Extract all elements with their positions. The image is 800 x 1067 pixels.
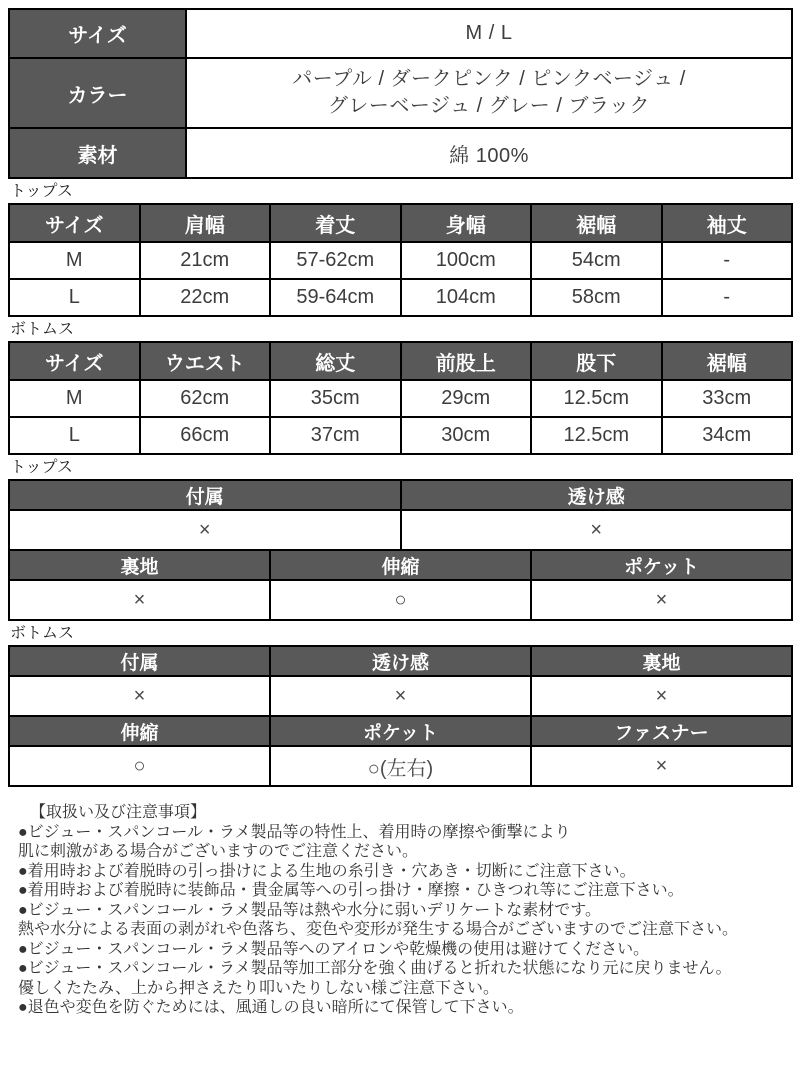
size-cell: 100cm <box>401 242 532 279</box>
size-cell: 62cm <box>140 380 271 417</box>
feature-header: 伸縮 <box>9 716 270 746</box>
table-header-row <box>9 480 792 510</box>
info-label-size: サイズ <box>9 9 186 58</box>
size-cell: 12.5cm <box>531 380 662 417</box>
size-cell: 37cm <box>270 417 401 454</box>
feature-value: × <box>270 676 531 716</box>
feature-header: ポケット <box>270 716 531 746</box>
size-cell: 66cm <box>140 417 271 454</box>
size-cell: 30cm <box>401 417 532 454</box>
size-cell: 35cm <box>270 380 401 417</box>
table-header-row <box>9 342 792 380</box>
size-cell: - <box>662 242 793 279</box>
size-cell: 59-64cm <box>270 279 401 316</box>
size-cell: - <box>662 279 793 316</box>
table-header-row <box>9 550 792 580</box>
info-value-color <box>186 58 792 128</box>
size-cell: 104cm <box>401 279 532 316</box>
size-cell: L <box>9 417 140 454</box>
table-row <box>9 380 792 417</box>
tops-feature-table <box>8 479 793 621</box>
size-cell: M <box>9 242 140 279</box>
feature-header: ポケット <box>531 550 792 580</box>
column-header: 裾幅 <box>531 204 662 242</box>
size-cell: M <box>9 380 140 417</box>
feature-header: 付属 <box>9 480 401 510</box>
size-cell: 29cm <box>401 380 532 417</box>
note-line: ●ビジュー・スパンコール・ラメ製品等加工部分を強く曲げると折れた状態になり元に戻りません。 <box>18 960 732 977</box>
feature-header: 伸縮 <box>270 550 531 580</box>
column-header: 着丈 <box>270 204 401 242</box>
section-label-tops-features: トップス <box>10 459 73 476</box>
info-value-material: 綿 100% <box>186 128 792 178</box>
table-row <box>9 128 792 178</box>
table-header-row <box>9 646 792 676</box>
size-cell: 54cm <box>531 242 662 279</box>
feature-value: × <box>401 510 793 550</box>
handling-notes <box>8 803 793 1018</box>
size-cell: 57-62cm <box>270 242 401 279</box>
feature-value: ○ <box>9 746 270 786</box>
info-label-color: カラー <box>9 58 186 128</box>
note-line: 肌に刺激がある場合がございますのでご注意ください。 <box>18 843 419 860</box>
table-row <box>9 676 792 716</box>
feature-value: × <box>9 676 270 716</box>
table-row <box>9 242 792 279</box>
column-header: サイズ <box>9 204 140 242</box>
feature-value: × <box>531 746 792 786</box>
size-cell: 22cm <box>140 279 271 316</box>
table-row <box>9 746 792 786</box>
bottoms-feature-table <box>8 645 793 787</box>
table-row <box>9 58 792 128</box>
color-list-line2: グレーベージュ / グレー / ブラック <box>327 95 651 117</box>
column-header: 袖丈 <box>662 204 793 242</box>
feature-header: ファスナー <box>531 716 792 746</box>
feature-header: 付属 <box>9 646 270 676</box>
feature-header: 裏地 <box>9 550 270 580</box>
size-cell: 34cm <box>662 417 793 454</box>
table-header-row <box>9 716 792 746</box>
info-label-material: 素材 <box>9 128 186 178</box>
size-cell: L <box>9 279 140 316</box>
feature-value: ○(左右) <box>270 746 531 786</box>
info-value-size: M / L <box>186 9 792 58</box>
table-row <box>9 510 792 550</box>
column-header: ウエスト <box>140 342 271 380</box>
section-label-bottoms: ボトムス <box>10 321 75 338</box>
section-label-bottoms-features: ボトムス <box>10 625 75 642</box>
note-line: ●ビジュー・スパンコール・ラメ製品等は熱や水分に弱いデリケートな素材です。 <box>18 901 601 919</box>
feature-value: ○ <box>270 580 531 620</box>
section-label-tops: トップス <box>10 183 73 200</box>
note-line: ●ビジュー・スパンコール・ラメ製品等の特性上、着用時の摩擦や衝撃により <box>18 823 571 841</box>
feature-value: × <box>9 580 270 620</box>
column-header: 総丈 <box>270 342 401 380</box>
column-header: サイズ <box>9 342 140 380</box>
table-header-row <box>9 204 792 242</box>
bottoms-size-table <box>8 341 793 455</box>
table-row <box>9 580 792 620</box>
table-row <box>9 279 792 316</box>
feature-value: × <box>531 676 792 716</box>
notes-title: 【取扱い及び注意事項】 <box>30 804 207 821</box>
note-line: ●着用時および着脱時に装飾品・貴金属等への引っ掛け・摩擦・ひきつれ等にご注意下さい。 <box>18 882 684 899</box>
feature-header: 透け感 <box>401 480 793 510</box>
feature-value: × <box>531 580 792 620</box>
column-header: 肩幅 <box>140 204 271 242</box>
note-line: ●退色や変色を防ぐためには、風通しの良い暗所にて保管して下さい。 <box>18 999 524 1016</box>
size-cell: 33cm <box>662 380 793 417</box>
note-line: ●着用時および着脱時の引っ掛けによる生地の糸引き・穴あき・切断にご注意下さい。 <box>18 862 636 880</box>
column-header: 股下 <box>531 342 662 380</box>
tops-size-table <box>8 203 793 317</box>
table-row <box>9 417 792 454</box>
column-header: 身幅 <box>401 204 532 242</box>
product-info-table <box>8 8 793 179</box>
feature-header: 透け感 <box>270 646 531 676</box>
column-header: 裾幅 <box>662 342 793 380</box>
size-cell: 21cm <box>140 242 271 279</box>
note-line: 優しくたたみ、上から押さえたり叩いたりしない様ご注意下さい。 <box>18 979 499 997</box>
table-row <box>9 9 792 58</box>
size-cell: 58cm <box>531 279 662 316</box>
feature-header: 裏地 <box>531 646 792 676</box>
size-cell: 12.5cm <box>531 417 662 454</box>
note-line: 熱や水分による表面の剥がれや色落ち、変色や変形が発生する場合がございますのでご注意下さい。 <box>18 921 739 938</box>
column-header: 前股上 <box>401 342 532 380</box>
feature-value: × <box>9 510 401 550</box>
note-line: ●ビジュー・スパンコール・ラメ製品等へのアイロンや乾燥機の使用は避けてください。 <box>18 940 650 958</box>
color-list-line1: パープル / ダークピンク / ピンクベージュ / <box>292 68 686 90</box>
